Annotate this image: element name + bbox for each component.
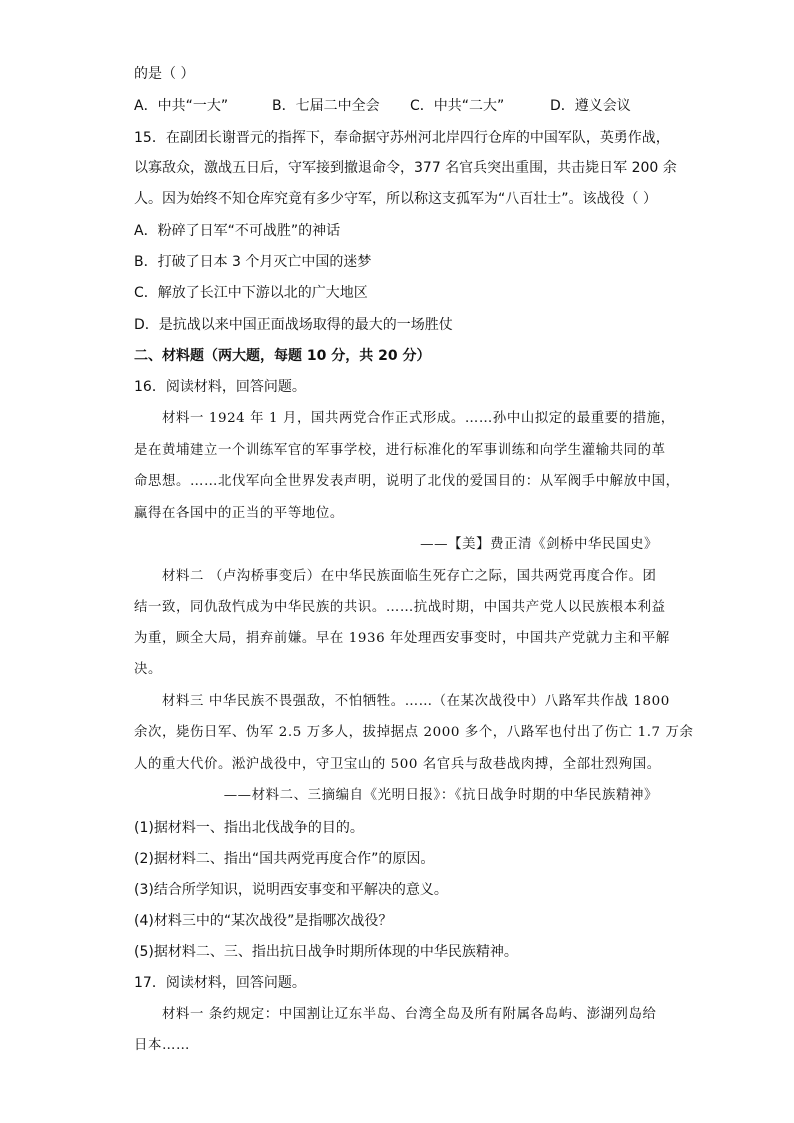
q16-material3-line-1: 材料三 中华民族不畏强敌，不怕牺牲。……（在某次战役中）八路军共作战 1800 (162, 694, 670, 709)
q14-option-d: D．遵义会议 (550, 98, 631, 114)
q15-option-a: A．粉碎了日军“不可战胜”的神话 (134, 223, 341, 239)
q17-material1-line-2: 日本…… (134, 1038, 190, 1053)
section-heading: 二、材料题（两大题，每题 10 分，共 20 分） (134, 348, 431, 364)
q14-stem-tail: 的是（ ） (134, 66, 195, 82)
q17-material1-line-1: 材料一 条约规定：中国割让辽东半岛、台湾全岛及所有附属各岛屿、澎湖列岛给 (162, 1007, 657, 1022)
q16-material1-line-1: 材料一 1924 年 1 月，国共两党合作正式形成。……孙中山拟定的最重要的措施， (162, 411, 675, 426)
q14-option-c: C．中共“二大” (410, 98, 505, 114)
q14-option-a: A．中共“一大” (134, 98, 229, 114)
q15-stem-line-1: 15．在副团长谢晋元的指挥下，奉命据守苏州河北岸四行仓库的中国军队，英勇作战， (134, 130, 670, 146)
q16-question-1: (1)据材料一、指出北伐战争的目的。 (134, 820, 364, 836)
q16-material1-line-3: 命思想。……北伐军向全世界发表声明，说明了北伐的爱国目的：从军阀手中解放中国， (134, 474, 680, 489)
q16-stem: 16．阅读材料，回答问题。 (134, 379, 306, 395)
q16-question-2: (2)据材料二、指出“国共两党再度合作”的原因。 (134, 851, 435, 867)
q16-material2-line-2: 结一致，同仇敌忾成为中华民族的共识。……抗战时期，中国共产党人以民族根本利益 (134, 600, 666, 615)
q16-question-4: (4)材料三中的“某次战役”是指哪次战役？ (134, 913, 393, 929)
q16-material2-line-4: 决。 (134, 662, 162, 677)
q16-material3-line-3: 人的重大代价。淞沪战役中，守卫宝山的 500 名官兵与敌巷战肉搏，全部壮烈殉国。 (134, 757, 661, 772)
q16-material2-line-3: 为重，顾全大局，捐弃前嫌。早在 1936 年处理西安事变时，中国共产党就力主和平解 (134, 631, 670, 646)
q15-stem-line-3: 人。因为始终不知仓库究竟有多少守军，所以称这支孤军为“八百壮士”。该战役（ ） (134, 191, 657, 207)
q15-option-d: D．是抗战以来中国正面战场取得的最大的一场胜仗 (134, 317, 453, 333)
q17-stem: 17．阅读材料，回答问题。 (134, 975, 306, 991)
q16-material1-line-4: 赢得在各国中的正当的平等地位。 (134, 506, 344, 521)
q14-option-b: B．七届二中全会 (272, 98, 380, 114)
q15-option-b: B．打破了日本 3 个月灭亡中国的迷梦 (134, 254, 372, 270)
q15-stem-line-2: 以寡敌众，激战五日后，守军接到撤退命令，377 名官兵突出重围，共击毙日军 200 余 (134, 160, 677, 176)
q16-question-5: (5)据材料二、三、指出抗日战争时期所体现的中华民族精神。 (134, 944, 518, 960)
q16-material1-line-2: 是在黄埔建立一个训练军官的军事学校，进行标准化的军事训练和向学生灌输共同的革 (134, 443, 666, 458)
q16-material2-line-1: 材料二 （卢沟桥事变后）在中华民族面临生死存亡之际，国共两党再度合作。团 (162, 569, 657, 584)
q16-material3-line-2: 余次，毙伤日军、伪军 2.5 万多人，拔掉据点 2000 多个，八路军也付出了伤亡 1.7 万余 (134, 725, 694, 740)
q16-question-3: (3)结合所学知识，说明西安事变和平解决的意义。 (134, 882, 448, 898)
q16-source-2-3: ——材料二、三摘编自《光明日报》：《抗日战争时期的中华民族精神》 (223, 788, 658, 803)
q15-option-c: C．解放了长江中下游以北的广大地区 (134, 285, 368, 301)
q16-source-1: ——【美】费正清《剑桥中华民国史》 (420, 537, 658, 552)
